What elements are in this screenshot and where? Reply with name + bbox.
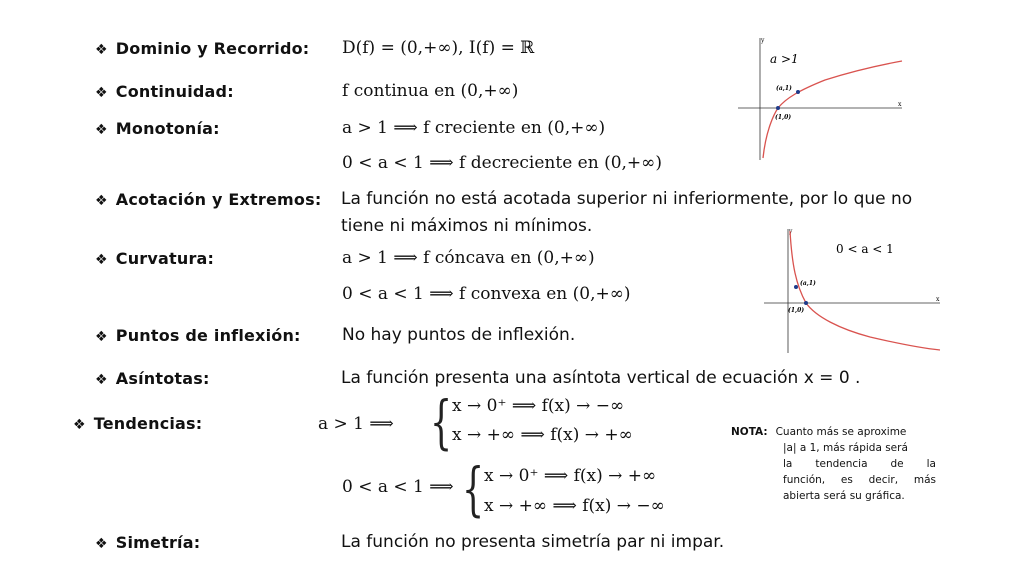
point-1-0-label: (1,0) <box>788 307 805 314</box>
nota-line: abierta será su gráfica. <box>783 490 905 502</box>
diamond-icon: ❖ <box>95 85 108 101</box>
label-asintotas: ❖ Asíntotas: <box>95 369 210 388</box>
label-curvatura: ❖ Curvatura: <box>95 249 215 268</box>
label-dominio: ❖ Dominio y Recorrido: <box>95 39 310 58</box>
tendencias-case2: 0 < a < 1 ⟹ <box>342 477 454 497</box>
simetria-text: La función no presenta simetría par ni impar. <box>341 532 725 552</box>
acotacion-line2: tiene ni máximos ni mínimos. <box>341 216 593 236</box>
label-simetria: ❖ Simetría: <box>95 533 201 552</box>
brace-icon: { <box>462 455 485 523</box>
label-monotonia: ❖ Monotonía: <box>95 119 220 138</box>
nota-line: |a| a 1, más rápida será <box>783 442 908 454</box>
monotonia-line1: a > 1 ⟹ f creciente en (0,+∞) <box>342 118 606 138</box>
inflexion-text: No hay puntos de inflexión. <box>342 325 576 345</box>
label-inflexion: ❖ Puntos de inflexión: <box>95 326 301 345</box>
curvatura-line1: a > 1 ⟹ f cóncava en (0,+∞) <box>342 248 595 268</box>
diamond-icon: ❖ <box>95 193 108 209</box>
diamond-icon: ❖ <box>95 329 108 345</box>
diamond-icon: ❖ <box>95 372 108 388</box>
brace-icon: { <box>430 388 453 456</box>
nota-box <box>731 424 936 504</box>
point-1-0-label: (1,0) <box>775 114 792 121</box>
tendencias-case2-line2: x → +∞ ⟹ f(x) → −∞ <box>484 496 665 516</box>
monotonia-line2: 0 < a < 1 ⟹ f decreciente en (0,+∞) <box>342 153 662 173</box>
point-a-1-label: (a,1) <box>776 85 792 92</box>
label-continuidad: ❖ Continuidad: <box>95 82 234 101</box>
label-acotacion: ❖ Acotación y Extremos: <box>95 190 322 209</box>
diamond-icon: ❖ <box>95 42 108 58</box>
y-axis-label: y <box>789 228 793 235</box>
continuidad-math: f continua en (0,+∞) <box>342 81 519 101</box>
graph-log-increasing <box>730 30 910 165</box>
dominio-math: D(f) = (0,+∞), I(f) = ℝ <box>342 38 535 58</box>
point-1-0 <box>776 106 780 110</box>
nota-line: función, es decir, más <box>783 474 936 486</box>
graph-log-decreasing <box>760 225 945 355</box>
tendencias-case1: a > 1 ⟹ <box>318 414 394 434</box>
asintotas-text: La función presenta una asíntota vertical de ecuación x = 0 . <box>341 368 861 388</box>
label-tendencias: ❖ Tendencias: <box>73 414 203 433</box>
x-axis-label: x <box>936 296 940 303</box>
diamond-icon: ❖ <box>95 122 108 138</box>
tendencias-case2-line1: x → 0⁺ ⟹ f(x) → +∞ <box>484 466 657 486</box>
point-a-1 <box>796 90 800 94</box>
diamond-icon: ❖ <box>73 417 86 433</box>
y-axis-label: y <box>761 37 765 44</box>
x-axis-label: x <box>898 101 902 108</box>
acotacion-line1: La función no está acotada superior ni inferiormente, por lo que no <box>341 189 913 209</box>
diamond-icon: ❖ <box>95 252 108 268</box>
tendencias-case1-line1: x → 0⁺ ⟹ f(x) → −∞ <box>452 396 625 416</box>
point-a-1-label: (a,1) <box>800 280 816 287</box>
curvatura-line2: 0 < a < 1 ⟹ f convexa en (0,+∞) <box>342 284 631 304</box>
point-1-0 <box>804 301 808 305</box>
point-a-1 <box>794 285 798 289</box>
log-curve <box>763 61 902 158</box>
nota-line: la tendencia de la <box>783 458 936 470</box>
diamond-icon: ❖ <box>95 536 108 552</box>
nota-line: Cuanto más se aproxime <box>775 426 907 438</box>
nota-title: NOTA: <box>731 426 768 438</box>
graph1-caption: a >1 <box>770 52 799 66</box>
graph2-caption: 0 < a < 1 <box>836 242 894 256</box>
tendencias-case1-line2: x → +∞ ⟹ f(x) → +∞ <box>452 425 633 445</box>
